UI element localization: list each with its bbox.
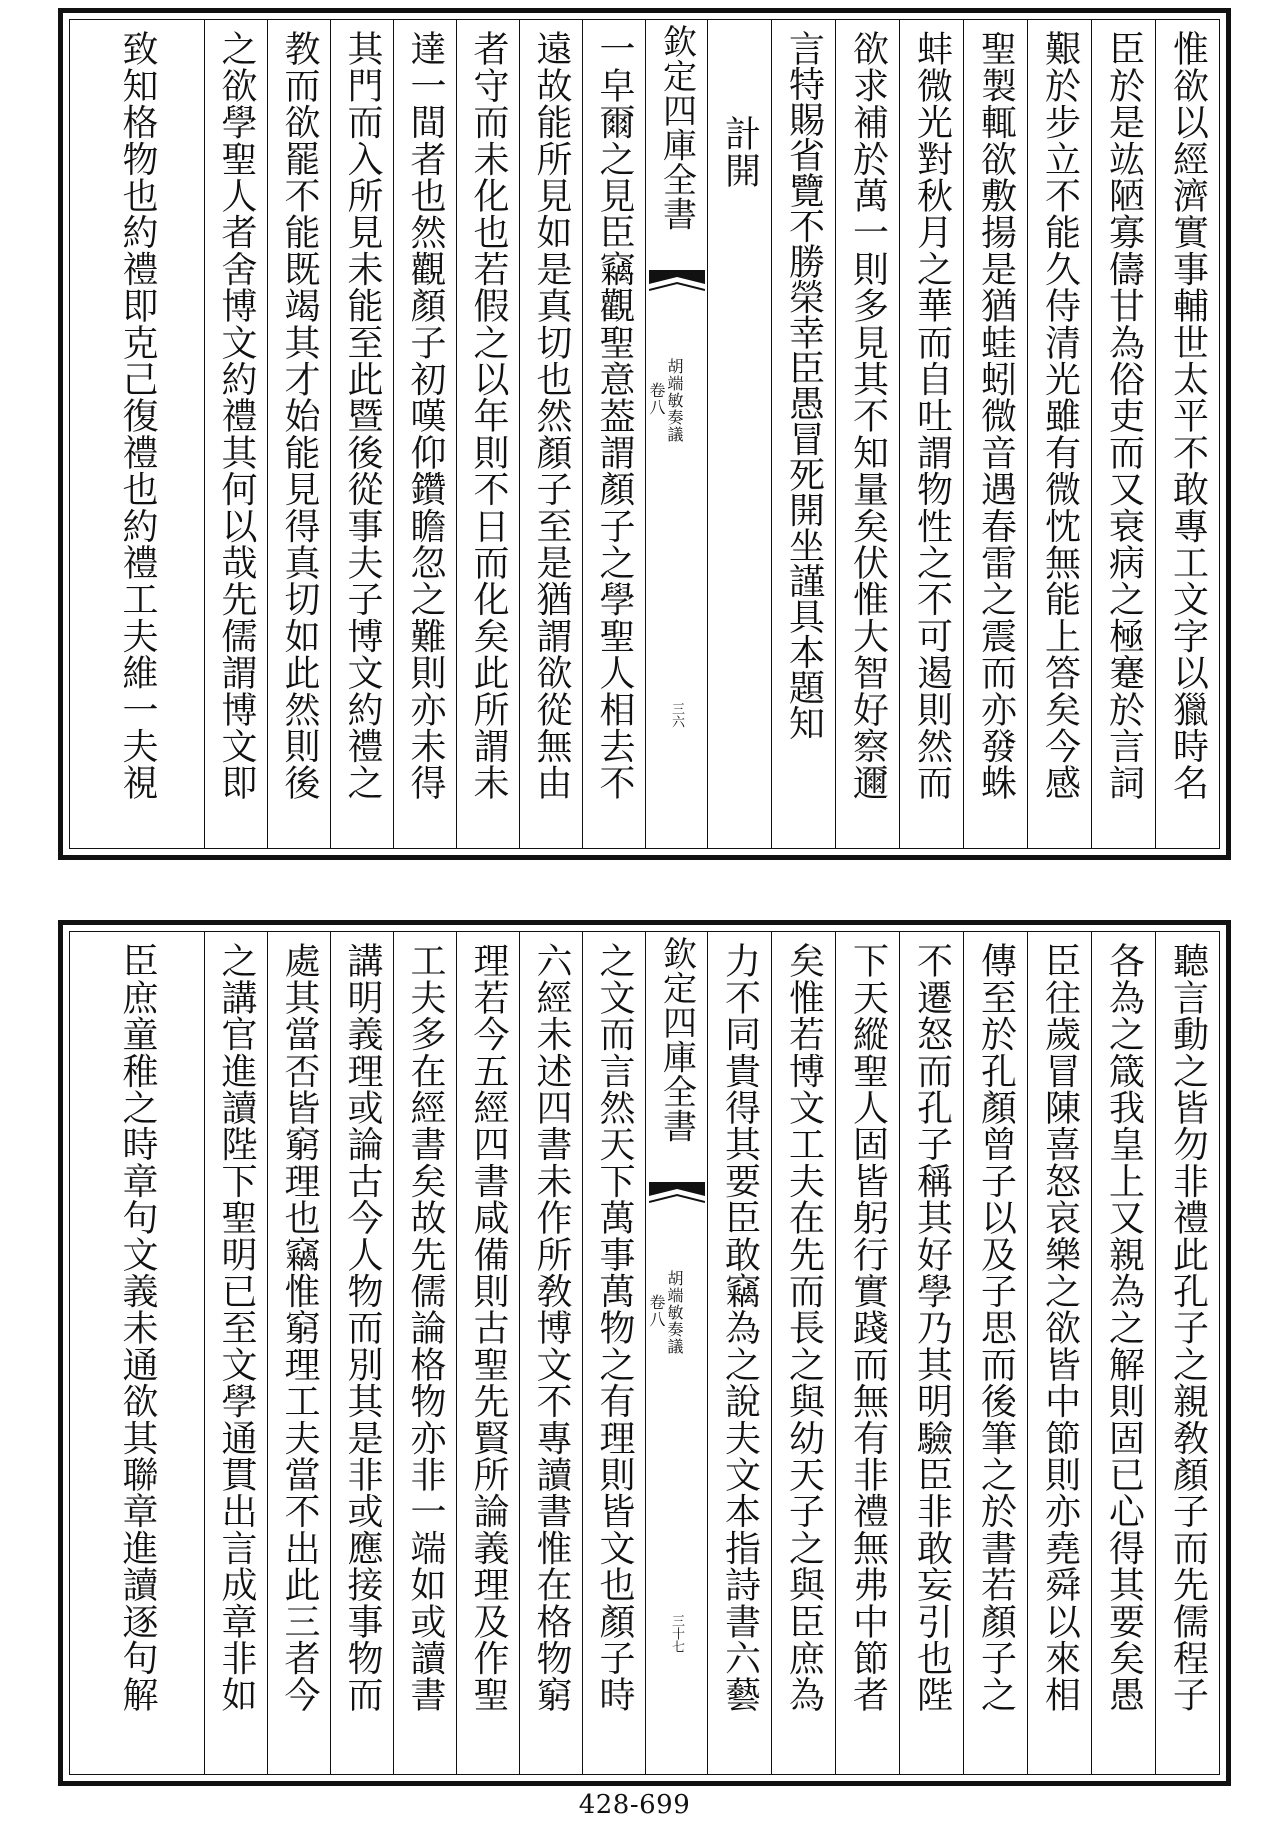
page-number: 三六 [669,702,684,728]
text-column [771,20,835,848]
column-text: 之講官進讀陛下聖明已至文學通貫出言成章非如 [216,942,257,1713]
column-text: 矣惟若博文工夫在先而長之與幼天子之與臣庶為 [783,942,825,1713]
book-title: 胡端敏奏議 [665,358,684,443]
text-column [330,20,393,848]
volume-page-footer: 428-699 [578,1790,691,1820]
text-column [582,932,645,1774]
column-text: 之欲學聖人者舍博文約禮其何以哉先儒謂博文即 [216,30,257,801]
column-text: 不遷怒而孔子稱其好學乃其明驗臣非敢妄引也陛 [911,942,953,1713]
text-column [456,932,519,1774]
column-text: 遠故能所見如是真切也然顏子至是猶謂欲從無由 [531,30,572,801]
collection-title: 欽定四庫全書 [656,936,697,1143]
column-text: 者守而未化也若假之以年則不日而化矣此所謂未 [468,30,509,801]
column-text: 處其當否皆窮理也竊惟窮理工夫當不出此三者今 [279,942,320,1713]
column-text: 力不同貴得其要臣敢竊為之說夫文本指詩書六藝 [719,942,761,1713]
text-column [456,20,519,848]
text-column [519,20,582,848]
column-text: 達一間者也然觀顏子初嘆仰鑽瞻忽之難則亦未得 [405,30,446,801]
column-text: 欲求補於萬一則多見其不知量矣伏惟大智好察邇 [847,30,889,801]
column-text: 教而欲罷不能既竭其才始能見得真切如此然則後 [279,30,320,801]
text-column [1091,932,1155,1774]
text-column [1027,20,1091,848]
column-text: 其門而入所見未能至此暨後從事夫子博文約禮之 [342,30,383,801]
column-text: 言特賜省覽不勝榮幸臣愚冒死開坐謹具本題知 [783,30,825,740]
volume-number: 卷八 [647,1294,666,1328]
text-column [835,932,899,1774]
top-page-columns [69,19,1220,849]
text-column [267,20,330,848]
text-column [707,932,771,1774]
text-column [1155,20,1219,848]
text-column [1091,20,1155,848]
fish-tail-ornament-icon [649,1182,705,1204]
column-text: 一皁爾之見臣竊觀聖意葢謂顏子之學聖人相去不 [594,30,635,801]
text-column [1027,932,1091,1774]
center-fold [645,932,707,1774]
text-column [330,932,393,1774]
fish-tail-ornament-icon [649,270,705,292]
text-column [771,932,835,1774]
text-column [899,20,963,848]
text-column [519,932,582,1774]
bottom-page-frame [58,920,1231,1786]
column-text: 之文而言然天下萬事萬物之有理則皆文也顏子時 [594,942,635,1713]
bottom-page-columns [69,931,1220,1775]
text-column [393,20,456,848]
collection-title: 欽定四庫全書 [656,24,697,231]
book-title: 胡端敏奏議 [665,1270,684,1355]
text-column [963,932,1027,1774]
column-text: 臣庶童稚之時章句文義未通欲其聯章進讀逐句解 [117,942,158,1713]
jikai-column [707,20,771,848]
text-column [899,932,963,1774]
text-column [204,932,267,1774]
center-fold [645,20,707,848]
column-text: 理若今五經四書咸備則古聖先賢所論義理及作聖 [468,942,509,1713]
column-text: 聖製輒欲敷揚是猶蛙蚓微音遇春雷之震而亦發蛛 [975,30,1017,801]
column-text: 聽言動之皆勿非禮此孔子之親敎顏子而先儒程子 [1167,942,1209,1713]
text-column [393,932,456,1774]
column-text: 蚌微光對秋月之華而自吐謂物性之不可遏則然而 [911,30,953,801]
column-text: 各為之箴我皇上又親為之解則固已心得其要矣愚 [1103,942,1145,1713]
text-column [70,20,204,848]
text-column [582,20,645,848]
column-text: 臣往歲冒陳喜怒哀樂之欲皆中節則亦堯舜以來相 [1039,942,1081,1713]
column-text: 致知格物也約禮即克己復禮也約禮工夫維一夫視 [117,30,158,801]
volume-number: 卷八 [647,382,666,416]
text-column [267,932,330,1774]
text-column [1155,932,1219,1774]
page-number: 三十七 [669,1614,684,1653]
column-text: 下天縱聖人固皆躬行實踐而無有非禮無弗中節者 [847,942,889,1713]
column-text: 惟欲以經濟實事輔世太平不敢專工文字以獵時名 [1167,30,1209,801]
text-column [835,20,899,848]
jikai-heading: 計開 [719,115,761,189]
column-text: 傳至於孔顏曾子以及子思而後筆之於書若顏子之 [975,942,1017,1713]
text-column [70,932,204,1774]
column-text: 艱於步立不能久侍清光雖有微忱無能上答矣今感 [1039,30,1081,801]
top-page-frame [58,8,1231,860]
text-column [963,20,1027,848]
column-text: 工夫多在經書矣故先儒論格物亦非一端如或讀書 [405,942,446,1713]
text-column [204,20,267,848]
column-text: 講明義理或論古今人物而別其是非或應接事物而 [342,942,383,1713]
column-text: 臣於是竑陋寡儔甘為俗吏而又衰病之極蹇於言詞 [1103,30,1145,801]
column-text: 六經未述四書未作所敎博文不專讀書惟在格物窮 [531,942,572,1713]
